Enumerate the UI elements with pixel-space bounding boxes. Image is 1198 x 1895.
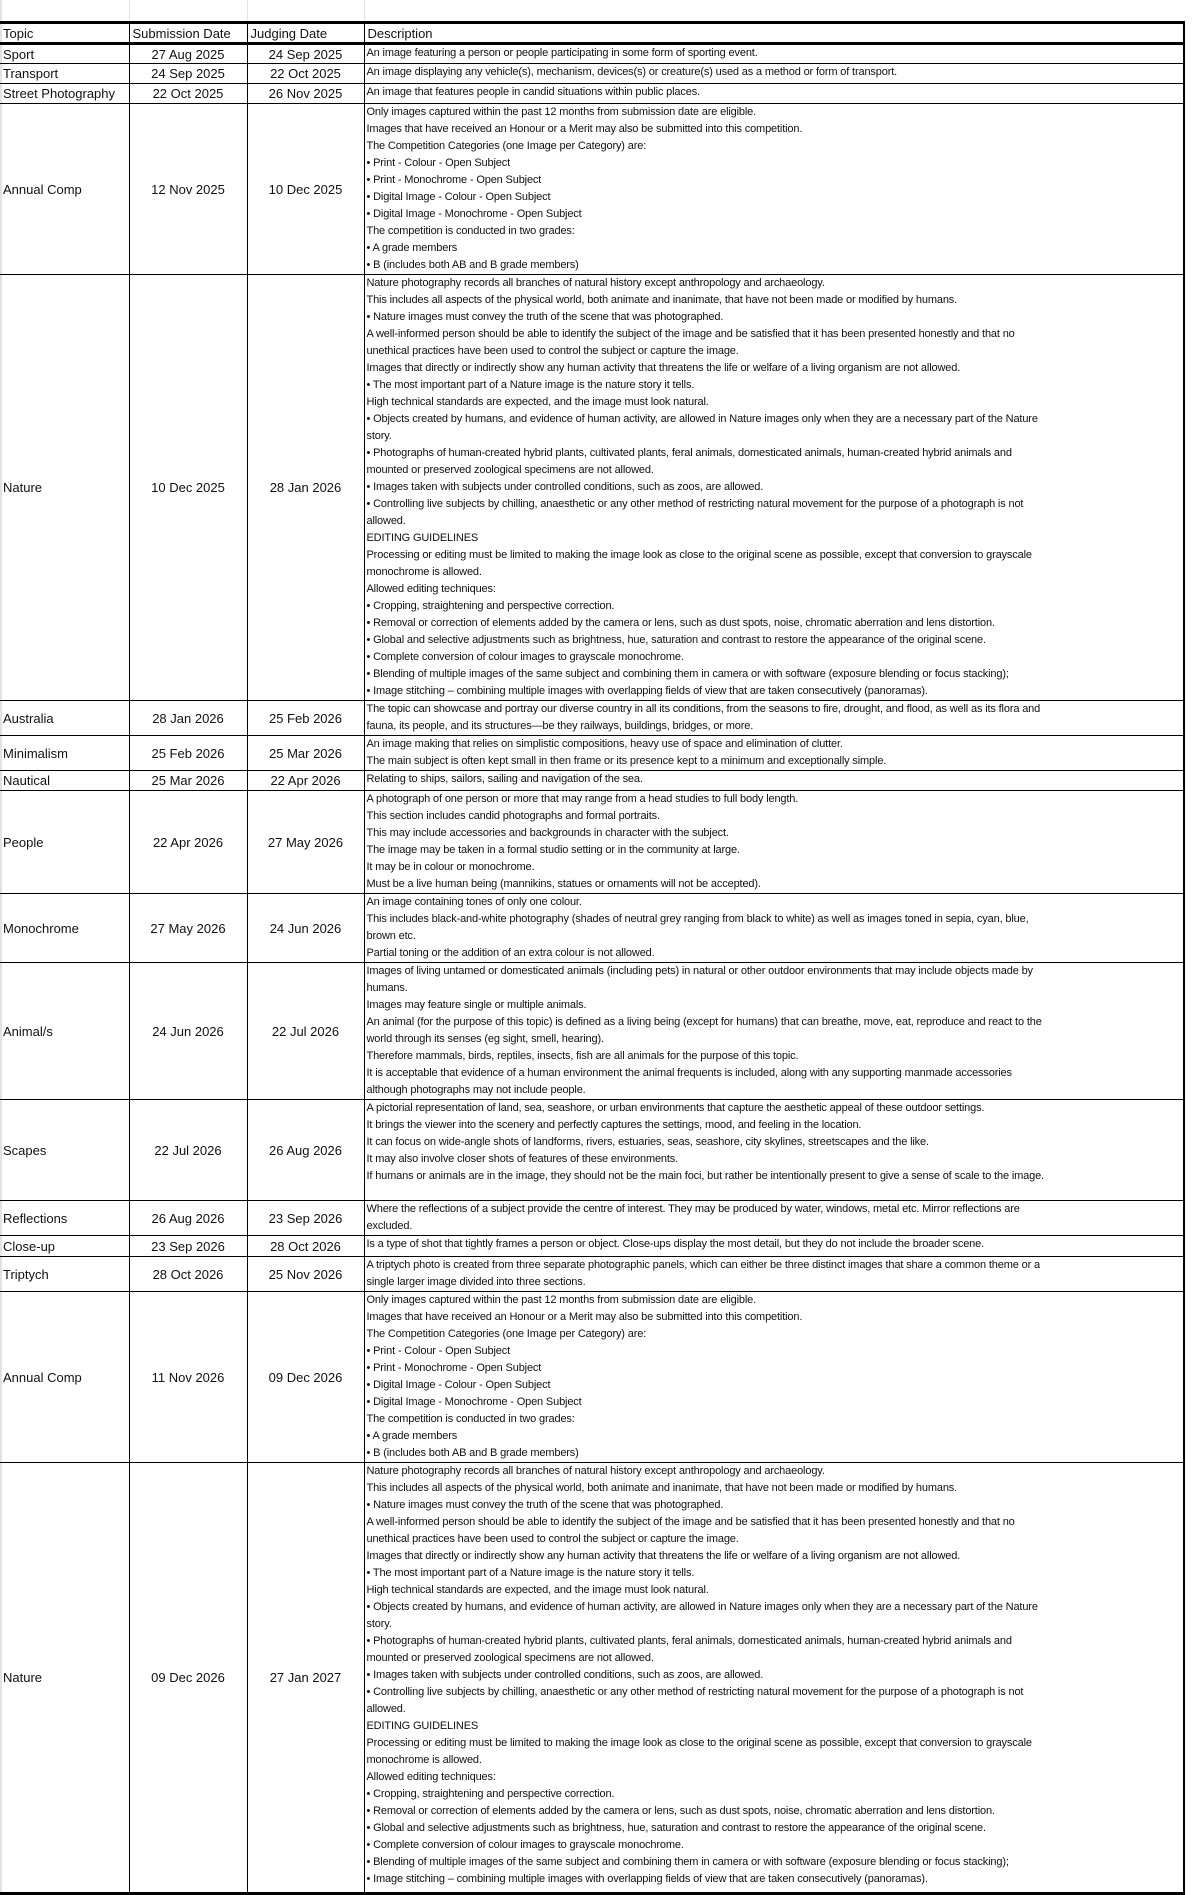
description-line: Partial toning or the addition of an extra colour is not allowed.	[366, 947, 655, 959]
topic-cell[interactable]: Animal/s	[0, 963, 129, 1100]
description-line: mounted or preserved zoological specimens are not allowed.	[366, 1652, 654, 1664]
description-line: An animal (for the purpose of this topic) is defined as a living being (except for humans) that can breathe, move, eat, reproduce and react to the	[366, 1016, 1042, 1028]
description-line: An image making that relies on simplistic compositions, heavy use of space and elimination of clutter.	[366, 738, 843, 750]
description-cell[interactable]	[364, 1236, 1184, 1257]
table-row	[0, 963, 1184, 1100]
topic-cell[interactable]: Monochrome	[0, 894, 129, 963]
topic-cell[interactable]: People	[0, 791, 129, 894]
judging-date-cell[interactable]: 22 Oct 2025	[247, 64, 364, 84]
description-line: It brings the viewer into the scenery and perfectly captures the settings, mood, and feeling in the location.	[366, 1119, 862, 1131]
submission-date-cell[interactable]: 09 Dec 2026	[129, 1463, 247, 1894]
column-header-description: Description	[364, 23, 1184, 44]
description-cell[interactable]	[364, 894, 1184, 963]
description-line: • Digital Image - Colour - Open Subject	[366, 1379, 551, 1391]
description-line: • Digital Image - Monochrome - Open Subject	[366, 208, 582, 220]
submission-date-cell[interactable]: 11 Nov 2026	[129, 1292, 247, 1463]
submission-date-cell[interactable]: 24 Sep 2025	[129, 64, 247, 84]
judging-date-cell[interactable]: 24 Sep 2025	[247, 44, 364, 64]
topic-cell[interactable]: Triptych	[0, 1257, 129, 1292]
description-line: This includes all aspects of the physical world, both animate and inanimate, that have not been made or modified by humans.	[366, 294, 958, 306]
description-line: unethical practices have been used to control the subject or capture the image.	[366, 1533, 739, 1545]
description-line: world through its senses (eg sight, smell, hearing).	[366, 1033, 604, 1045]
description-line: • B (includes both AB and B grade members)	[366, 259, 579, 271]
description-line: An image that features people in candid situations within public places.	[366, 86, 700, 98]
description-line: • Removal or correction of elements added by the camera or lens, such as dust spots, noise, chromatic aberration and lens distortion.	[366, 1805, 995, 1817]
description-line: • Photographs of human-created hybrid plants, cultivated plants, feral animals, domesticated animals, human-created hybrid animals and	[366, 447, 1012, 459]
description-line: Relating to ships, sailors, sailing and navigation of the sea.	[366, 773, 643, 785]
table-row	[0, 1201, 1184, 1236]
description-line: • Print - Monochrome - Open Subject	[366, 174, 542, 186]
description-line: unethical practices have been used to control the subject or capture the image.	[366, 345, 739, 357]
description-line: If humans or animals are in the image, they should not be the main foci, but rather be intentionally present to give a sense of scale to the image.	[366, 1170, 1044, 1182]
description-line: It is acceptable that evidence of a human environment the animal frequents is included, along with any supporting manmade accessories	[366, 1067, 1012, 1079]
description-line: story.	[366, 1618, 392, 1630]
judging-date-cell[interactable]: 25 Feb 2026	[247, 701, 364, 736]
description-line: The Competition Categories (one Image per Category) are:	[366, 1328, 647, 1340]
topic-cell[interactable]: Annual Comp	[0, 104, 129, 275]
description-line: • Digital Image - Colour - Open Subject	[366, 191, 551, 203]
table-row	[0, 104, 1184, 275]
description-cell[interactable]	[364, 963, 1184, 1100]
submission-date-cell[interactable]: 28 Jan 2026	[129, 701, 247, 736]
column-header-topic: Topic	[0, 23, 129, 44]
table-row	[0, 1257, 1184, 1292]
description-line: brown etc.	[366, 930, 416, 942]
topic-cell[interactable]: Street Photography	[0, 84, 129, 104]
topic-cell[interactable]: Nautical	[0, 771, 129, 791]
description-line: • Photographs of human-created hybrid plants, cultivated plants, feral animals, domesticated animals, human-created hybrid animals and	[366, 1635, 1012, 1647]
description-line: Processing or editing must be limited to making the image look as close to the original scene as possible, except that conversion to grayscale	[366, 549, 1032, 561]
description-line: Nature photography records all branches of natural history except anthropology and archaeology.	[366, 1465, 825, 1477]
description-line: Only images captured within the past 12 months from submission date are eligible.	[366, 1294, 757, 1306]
description-line: Images that have received an Honour or a Merit may also be submitted into this competition.	[366, 123, 803, 135]
description-line: • Print - Colour - Open Subject	[366, 1345, 510, 1357]
description-line: The competition is conducted in two grades:	[366, 1413, 575, 1425]
description-cell[interactable]	[364, 771, 1184, 791]
description-line: • Image stitching – combining multiple images with overlapping fields of view that are taken consecutively (panoramas).	[366, 685, 928, 697]
description-line: Therefore mammals, birds, reptiles, insects, fish are all animals for the purpose of this topic.	[366, 1050, 799, 1062]
description-line: Images may feature single or multiple animals.	[366, 999, 587, 1011]
table-row	[0, 701, 1184, 736]
description-line: single larger image divided into three sections.	[366, 1276, 586, 1288]
description-line: Allowed editing techniques:	[366, 583, 496, 595]
description-line: Only images captured within the past 12 months from submission date are eligible.	[366, 106, 757, 118]
topic-cell[interactable]: Reflections	[0, 1201, 129, 1236]
judging-date-cell[interactable]: 10 Dec 2025	[247, 104, 364, 275]
description-line: mounted or preserved zoological specimens are not allowed.	[366, 464, 654, 476]
topic-cell[interactable]: Transport	[0, 64, 129, 84]
column-header-judging-date: Judging Date	[247, 23, 364, 44]
description-line: An image featuring a person or people participating in some form of sporting event.	[366, 47, 758, 59]
submission-date-cell[interactable]: 25 Mar 2026	[129, 771, 247, 791]
topic-cell[interactable]: Annual Comp	[0, 1292, 129, 1463]
description-line: An image displaying any vehicle(s), mechanism, devices(s) or creature(s) used as a method or form of transport.	[366, 66, 898, 78]
description-cell[interactable]	[364, 64, 1184, 84]
description-line: It can focus on wide-angle shots of landforms, rivers, estuaries, seas, seashore, city skylines, streetscapes and the like.	[366, 1136, 929, 1148]
description-line: It may also involve closer shots of features of these environments.	[366, 1153, 679, 1165]
description-line: Where the reflections of a subject provide the centre of interest. They may be produced by water, windows, metal etc. Mirror reflections are	[366, 1203, 1020, 1215]
description-line: A well-informed person should be able to identify the subject of the image and be satisfied that it has been presented honestly and that no	[366, 1516, 1015, 1528]
description-cell[interactable]	[364, 84, 1184, 104]
description-line: It may be in colour or monochrome.	[366, 861, 535, 873]
table-row	[0, 771, 1184, 791]
sheet-gridline	[364, 0, 365, 21]
description-line: • Blending of multiple images of the same subject and combining them in camera or with software (exposure blending or focus stacking);	[366, 1856, 1009, 1868]
submission-date-cell[interactable]: 10 Dec 2025	[129, 275, 247, 701]
description-line: • The most important part of a Nature image is the nature story it tells.	[366, 1567, 695, 1579]
description-line: • Nature images must convey the truth of the scene that was photographed.	[366, 1499, 724, 1511]
judging-date-cell[interactable]: 24 Jun 2026	[247, 894, 364, 963]
description-cell[interactable]	[364, 736, 1184, 771]
description-line: • A grade members	[366, 1430, 458, 1442]
description-line: • Complete conversion of colour images to grayscale monochrome.	[366, 1839, 684, 1851]
description-line: Is a type of shot that tightly frames a person or object. Close-ups display the most detail, but they do not include the broader scene.	[366, 1238, 984, 1250]
judging-date-cell[interactable]: 22 Apr 2026	[247, 771, 364, 791]
description-line: • Images taken with subjects under controlled conditions, such as zoos, are allowed.	[366, 481, 764, 493]
description-line: Allowed editing techniques:	[366, 1771, 496, 1783]
submission-date-cell[interactable]: 26 Aug 2026	[129, 1201, 247, 1236]
description-line: fauna, its people, and its structures—be they railways, buildings, bridges, or more.	[366, 720, 754, 732]
description-cell[interactable]	[364, 104, 1184, 275]
description-line: A pictorial representation of land, sea, seashore, or urban environments that capture the aesthetic appeal of these outdoor settings.	[366, 1102, 985, 1114]
description-line: The main subject is often kept small in then frame or its presence kept to a minimum and exceptionally simple.	[366, 755, 887, 767]
description-line: Must be a live human being (mannikins, statues or ornaments will not be accepted).	[366, 878, 761, 890]
description-cell[interactable]	[364, 275, 1184, 701]
description-line: humans.	[366, 982, 408, 994]
sheet-gridline	[129, 0, 130, 21]
submission-date-cell[interactable]: 25 Feb 2026	[129, 736, 247, 771]
description-line: High technical standards are expected, and the image must look natural.	[366, 396, 709, 408]
submission-date-cell[interactable]: 24 Jun 2026	[129, 963, 247, 1100]
description-line: story.	[366, 430, 392, 442]
description-line: monochrome is allowed.	[366, 1754, 482, 1766]
description-line: • Removal or correction of elements added by the camera or lens, such as dust spots, noise, chromatic aberration and lens distortion.	[366, 617, 995, 629]
description-cell[interactable]	[364, 1257, 1184, 1292]
judging-date-cell[interactable]: 28 Jan 2026	[247, 275, 364, 701]
description-line: This section includes candid photographs and formal portraits.	[366, 810, 660, 822]
topic-cell[interactable]: Scapes	[0, 1100, 129, 1201]
description-line: excluded.	[366, 1220, 413, 1232]
description-line: Images that have received an Honour or a Merit may also be submitted into this competition.	[366, 1311, 803, 1323]
topic-cell[interactable]: Minimalism	[0, 736, 129, 771]
judging-date-cell[interactable]: 27 May 2026	[247, 791, 364, 894]
table-row	[0, 44, 1184, 64]
table-row	[0, 64, 1184, 84]
table-row	[0, 1100, 1184, 1201]
table-row	[0, 1236, 1184, 1257]
description-line: The competition is conducted in two grades:	[366, 225, 575, 237]
description-line: A photograph of one person or more that may range from a head studies to full body length.	[366, 793, 799, 805]
submission-date-cell[interactable]: 22 Apr 2026	[129, 791, 247, 894]
description-cell[interactable]	[364, 1292, 1184, 1463]
judging-date-cell[interactable]: 27 Jan 2027	[247, 1463, 364, 1894]
submission-date-cell[interactable]: 23 Sep 2026	[129, 1236, 247, 1257]
description-line: The topic can showcase and portray our diverse country in all its conditions, from the seasons to fire, drought, and flood, as well as its flora and	[366, 703, 1041, 715]
judging-date-cell[interactable]: 26 Aug 2026	[247, 1100, 364, 1201]
description-line: Images of living untamed or domesticated animals (including pets) in natural or other outdoor environments that may include objects made by	[366, 965, 1033, 977]
table-row	[0, 84, 1184, 104]
judging-date-cell[interactable]: 23 Sep 2026	[247, 1201, 364, 1236]
judging-date-cell[interactable]: 09 Dec 2026	[247, 1292, 364, 1463]
competition-schedule-table	[0, 21, 1185, 1895]
description-cell[interactable]	[364, 1463, 1184, 1894]
description-line: • Global and selective adjustments such as brightness, hue, saturation and contrast to restore the appearance of the original scene.	[366, 1822, 986, 1834]
judging-date-cell[interactable]: 28 Oct 2026	[247, 1236, 364, 1257]
description-line: • Nature images must convey the truth of the scene that was photographed.	[366, 311, 724, 323]
description-line: • Cropping, straightening and perspective correction.	[366, 600, 615, 612]
submission-date-cell[interactable]: 12 Nov 2025	[129, 104, 247, 275]
table-row	[0, 1292, 1184, 1463]
description-line: • The most important part of a Nature image is the nature story it tells.	[366, 379, 695, 391]
description-line: although photographs may not include people.	[366, 1084, 586, 1096]
submission-date-cell[interactable]: 22 Oct 2025	[129, 84, 247, 104]
description-line: The Competition Categories (one Image per Category) are:	[366, 140, 647, 152]
description-line: • Images taken with subjects under controlled conditions, such as zoos, are allowed.	[366, 1669, 764, 1681]
description-line: • Print - Colour - Open Subject	[366, 157, 510, 169]
description-line: A well-informed person should be able to identify the subject of the image and be satisfied that it has been presented honestly and that no	[366, 328, 1015, 340]
header-row	[0, 23, 1184, 44]
description-cell[interactable]	[364, 791, 1184, 894]
description-line: This may include accessories and backgrounds in character with the subject.	[366, 827, 729, 839]
topic-cell[interactable]: Close-up	[0, 1236, 129, 1257]
description-line: • Controlling live subjects by chilling, anaesthetic or any other method of restricting natural movement for the purpose of a photograph is not	[366, 1686, 1024, 1698]
description-line: The image may be taken in a formal studio setting or in the community at large.	[366, 844, 740, 856]
description-line: • Print - Monochrome - Open Subject	[366, 1362, 542, 1374]
description-line: • A grade members	[366, 242, 458, 254]
description-line: This includes black-and-white photography (shades of neutral grey ranging from black to white) as well as images toned in sepia, cyan, blue,	[366, 913, 1029, 925]
judging-date-cell[interactable]: 26 Nov 2025	[247, 84, 364, 104]
table-row	[0, 736, 1184, 771]
description-cell[interactable]	[364, 44, 1184, 64]
table-row	[0, 275, 1184, 701]
description-line: • Digital Image - Monochrome - Open Subject	[366, 1396, 582, 1408]
description-cell[interactable]	[364, 701, 1184, 736]
description-line: allowed.	[366, 1703, 406, 1715]
description-line: • Blending of multiple images of the same subject and combining them in camera or with software (exposure blending or focus stacking);	[366, 668, 1009, 680]
empty-spreadsheet-row	[0, 0, 1183, 22]
description-line: allowed.	[366, 515, 406, 527]
description-line: monochrome is allowed.	[366, 566, 482, 578]
topic-cell[interactable]: Nature	[0, 275, 129, 701]
description-line: EDITING GUIDELINES	[366, 532, 479, 544]
table-row	[0, 894, 1184, 963]
description-line: • Complete conversion of colour images to grayscale monochrome.	[366, 651, 684, 663]
table-row	[0, 791, 1184, 894]
description-line: This includes all aspects of the physical world, both animate and inanimate, that have not been made or modified by humans.	[366, 1482, 958, 1494]
description-line: High technical standards are expected, and the image must look natural.	[366, 1584, 709, 1596]
submission-date-cell[interactable]: 27 May 2026	[129, 894, 247, 963]
description-line: • Global and selective adjustments such as brightness, hue, saturation and contrast to restore the appearance of the original scene.	[366, 634, 986, 646]
description-line: • Objects created by humans, and evidence of human activity, are allowed in Nature images only when they are a necessary part of the Nature	[366, 413, 1038, 425]
table-row	[0, 1463, 1184, 1894]
topic-cell[interactable]: Nature	[0, 1463, 129, 1894]
description-line: Images that directly or indirectly show any human activity that threatens the life or welfare of a living organism are not allowed.	[366, 1550, 961, 1562]
description-line: Images that directly or indirectly show any human activity that threatens the life or welfare of a living organism are not allowed.	[366, 362, 961, 374]
submission-date-cell[interactable]: 27 Aug 2025	[129, 44, 247, 64]
description-line: • Objects created by humans, and evidence of human activity, are allowed in Nature images only when they are a necessary part of the Nature	[366, 1601, 1038, 1613]
sheet-gridline	[247, 0, 248, 21]
description-line: • B (includes both AB and B grade members)	[366, 1447, 579, 1459]
description-line: • Image stitching – combining multiple images with overlapping fields of view that are taken consecutively (panoramas).	[366, 1873, 928, 1885]
submission-date-cell[interactable]: 22 Jul 2026	[129, 1100, 247, 1201]
description-line: EDITING GUIDELINES	[366, 1720, 479, 1732]
description-line: • Cropping, straightening and perspective correction.	[366, 1788, 615, 1800]
judging-date-cell[interactable]: 25 Nov 2026	[247, 1257, 364, 1292]
description-line: An image containing tones of only one colour.	[366, 896, 582, 908]
submission-date-cell[interactable]: 28 Oct 2026	[129, 1257, 247, 1292]
judging-date-cell[interactable]: 22 Jul 2026	[247, 963, 364, 1100]
description-line: • Controlling live subjects by chilling, anaesthetic or any other method of restricting natural movement for the purpose of a photograph is not	[366, 498, 1024, 510]
description-line: A triptych photo is created from three separate photographic panels, which can either be three distinct images that share a common theme or a	[366, 1259, 1040, 1271]
description-cell[interactable]	[364, 1201, 1184, 1236]
description-line: Nature photography records all branches of natural history except anthropology and archaeology.	[366, 277, 825, 289]
topic-cell[interactable]: Australia	[0, 701, 129, 736]
topic-cell[interactable]: Sport	[0, 44, 129, 64]
judging-date-cell[interactable]: 25 Mar 2026	[247, 736, 364, 771]
column-header-submission-date: Submission Date	[129, 23, 247, 44]
description-cell[interactable]	[364, 1100, 1184, 1201]
description-line: Processing or editing must be limited to making the image look as close to the original scene as possible, except that conversion to grayscale	[366, 1737, 1032, 1749]
